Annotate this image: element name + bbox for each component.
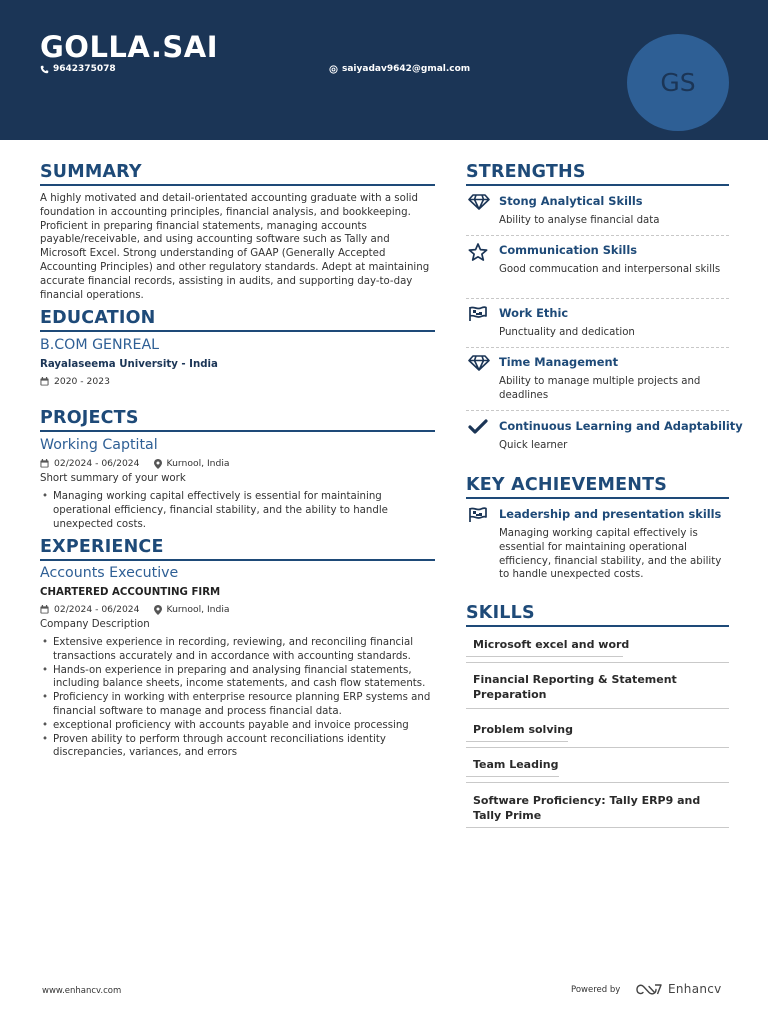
strength-description: Ability to analyse financial data <box>499 215 660 226</box>
experience-heading: EXPERIENCE <box>40 537 164 557</box>
project-location: Kurnool, India <box>166 458 230 469</box>
list-item: • Proficiency in working with enterprise resource planning ERP systems and financial software to manage and process financial data. <box>40 691 438 719</box>
project-meta <box>40 458 230 469</box>
skill-underline <box>466 827 729 828</box>
projects-divider <box>40 430 435 432</box>
achievements-divider <box>466 497 729 499</box>
enhancv-logo[interactable] <box>636 982 722 996</box>
strength-title: Stong Analytical Skills <box>499 194 643 208</box>
project-summary: Short summary of your work <box>40 473 186 484</box>
strength-divider <box>466 410 729 411</box>
avatar: GS <box>627 34 729 131</box>
skill-tag: Problem solving <box>473 723 573 736</box>
education-heading: EDUCATION <box>40 308 156 328</box>
skill-tag: Financial Reporting & Statement Preparation <box>473 673 677 701</box>
education-divider <box>40 330 435 332</box>
strength-title: Time Management <box>499 355 619 369</box>
at-icon <box>329 65 338 74</box>
skill-separator <box>466 662 729 663</box>
email-contact[interactable] <box>329 64 470 74</box>
strength-divider <box>466 235 729 236</box>
resume-header <box>0 0 768 140</box>
star-icon <box>468 243 488 261</box>
strength-description: Punctuality and dedication <box>499 327 635 338</box>
skills-divider <box>466 625 729 627</box>
strength-description: Quick learner <box>499 440 568 451</box>
diamond-icon <box>468 194 490 210</box>
company-description: Company Description <box>40 619 150 630</box>
company-name: CHARTERED ACCOUNTING FIRM <box>40 587 221 598</box>
skill-tag: Microsoft excel and word <box>473 638 630 651</box>
location-pin-icon <box>154 605 162 615</box>
school-name: Rayalaseema University - India <box>40 359 218 370</box>
strength-description: Good commucation and interpersonal skills <box>499 264 721 275</box>
strengths-heading: STRENGTHS <box>466 162 586 182</box>
skill-separator <box>466 747 729 748</box>
experience-meta <box>40 604 230 615</box>
skill-separator <box>466 782 729 783</box>
strength-title: Continuous Learning and Adaptability <box>499 419 743 433</box>
phone-number: 9642375078 <box>53 64 116 74</box>
achievements-heading: KEY ACHIEVEMENTS <box>466 475 668 495</box>
check-icon <box>468 419 488 435</box>
experience-location: Kurnool, India <box>166 604 230 615</box>
flag-icon <box>468 306 488 322</box>
location-pin-icon <box>154 459 162 469</box>
experience-divider <box>40 559 435 561</box>
project-dates: 02/2024 - 06/2024 <box>54 458 140 469</box>
job-role: Accounts Executive <box>40 565 179 581</box>
phone-contact[interactable] <box>40 64 116 74</box>
list-item: • Extensive experience in recording, reviewing, and reconciling financial transactions accurately and in accordance with accounting standards. <box>40 636 438 664</box>
calendar-icon <box>40 377 49 386</box>
skill-underline <box>466 776 559 777</box>
education-dates-text: 2020 - 2023 <box>54 376 110 387</box>
strengths-divider <box>466 184 729 186</box>
footer-url[interactable]: www.enhancv.com <box>42 986 122 996</box>
projects-heading: PROJECTS <box>40 408 139 428</box>
skill-underline <box>466 741 568 742</box>
list-item: • Managing working capital effectively is essential for maintaining operational efficiency, financial stability, and the ability to handle unexpected costs. <box>40 490 435 531</box>
achievement-description: Managing working capital effectively is essential for maintaining operational efficiency, financial stability, and the ability to handle unexpected costs. <box>499 528 722 581</box>
experience-dates: 02/2024 - 06/2024 <box>54 604 140 615</box>
phone-icon <box>40 65 49 74</box>
calendar-icon <box>40 459 49 468</box>
enhancv-brand-text: Enhancv <box>668 982 722 996</box>
achievement-title: Leadership and presentation skills <box>499 507 722 521</box>
skill-tag: Software Proficiency: Tally ERP9 and Tally Prime <box>473 794 701 822</box>
list-item: • Hands-on experience in preparing and analysing financial statements, including balance sheets, income statements, and cash flow statements. <box>40 664 438 692</box>
diamond-icon <box>468 355 490 371</box>
skill-underline <box>466 656 623 657</box>
list-item: • Proven ability to perform through account reconciliations identity discrepancies, variances, and errors <box>40 733 438 761</box>
email-address: saiyadav9642@gmal.com <box>342 64 471 74</box>
powered-by-label: Powered by <box>571 985 621 995</box>
strength-description: Ability to manage multiple projects and deadlines <box>499 376 701 401</box>
list-item: • exceptional proficiency with accounts payable and invoice processing <box>40 719 438 733</box>
skill-tag: Team Leading <box>473 758 559 771</box>
experience-bullet-list <box>40 636 438 760</box>
flag-icon <box>468 507 488 523</box>
calendar-icon <box>40 605 49 614</box>
enhancv-logo-icon <box>636 983 662 996</box>
summary-divider <box>40 184 435 186</box>
strength-divider <box>466 347 729 348</box>
strength-divider <box>466 298 729 299</box>
strength-title: Work Ethic <box>499 306 569 320</box>
strength-title: Communication Skills <box>499 243 638 257</box>
education-dates <box>40 376 110 387</box>
skill-underline <box>466 708 729 709</box>
candidate-name: GOLLA.SAI <box>40 30 219 64</box>
degree-title: B.COM GENREAL <box>40 337 160 353</box>
skills-heading: SKILLS <box>466 603 535 623</box>
project-name: Working Captital <box>40 437 158 453</box>
project-bullet-list <box>40 490 435 531</box>
summary-heading: SUMMARY <box>40 162 142 182</box>
summary-text: A highly motivated and detail-orientated accounting graduate with a solid foundation in accounting principles, financial analysis, and bookkeeping. Proficient in preparing financial statements, managing accounts payable/receivable, and using accounting software such as Tally and Microsoft Excel. Strong understanding of GAAP (Generally Accepted Accounting Principles) and other regulatory standards. Adept at maintaining accurate financial records, assisting in audits, and supporting day-to-day financial operations. <box>40 193 430 301</box>
